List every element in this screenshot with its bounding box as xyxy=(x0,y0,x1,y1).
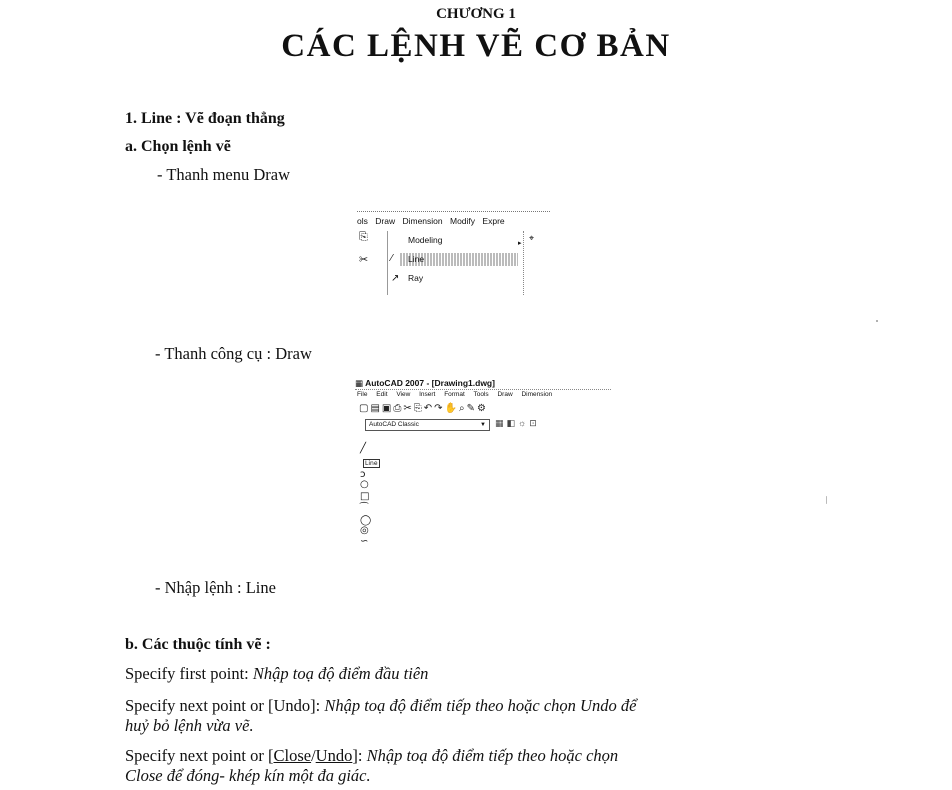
toolbar-icon: ⌖ xyxy=(529,233,535,243)
line-tooltip: Line xyxy=(365,460,378,467)
cut-icon: ✂ xyxy=(359,254,369,266)
menu-tools[interactable]: ols xyxy=(357,216,368,226)
spec-line-1 xyxy=(125,664,428,684)
layer-state-icon[interactable]: ◧ xyxy=(506,418,519,428)
section-b-heading: b. Các thuộc tính vẽ : xyxy=(125,636,271,653)
spec-line-3-prefix: Specify next point or xyxy=(125,746,268,765)
open-icon[interactable]: ▤ xyxy=(370,403,382,414)
menu-edit[interactable]: Edit xyxy=(376,391,388,398)
item-menu-draw: - Thanh menu Draw xyxy=(157,165,291,184)
menu-dimension[interactable]: Dimension xyxy=(402,216,443,226)
cut-icon[interactable]: ✂ xyxy=(403,403,414,414)
spec-line-2 xyxy=(125,696,636,716)
menu-item-line-label: Line xyxy=(408,254,425,264)
section-a-heading: a. Chọn lệnh vẽ xyxy=(125,138,231,155)
spec-line-3-desc-b: Close để đóng- khép kín một đa giác. xyxy=(125,766,371,785)
line-icon[interactable]: ╱ xyxy=(360,443,367,454)
arc-icon[interactable]: ⁀ xyxy=(360,503,369,514)
ray-icon: ↗ xyxy=(391,273,400,284)
workspace-toolbar xyxy=(495,418,540,429)
autocad-window-screenshot xyxy=(355,378,611,440)
menu-item-ray[interactable] xyxy=(408,273,423,283)
menu-modify[interactable]: Modify xyxy=(450,216,476,226)
polyline-icon[interactable]: ↄ xyxy=(360,469,366,480)
layer-icon[interactable]: ▦ xyxy=(495,418,507,428)
polygon-icon[interactable]: ○ xyxy=(360,479,369,490)
workspace-select-value: AutoCAD Classic xyxy=(369,421,419,428)
spec-line-3-desc-a: Nhập toạ độ điểm tiếp theo hoặc chọn xyxy=(366,746,619,765)
menu-dimension-2[interactable]: Dimension xyxy=(521,391,553,398)
chapter-label: CHƯƠNG 1 xyxy=(436,6,516,22)
spec-line-3-close: Close xyxy=(273,746,312,765)
item-toolbar-draw: - Thanh công cụ : Draw xyxy=(155,344,312,363)
menu-draw[interactable]: Draw xyxy=(375,216,396,226)
spec-line-3-bracket-close: ]: xyxy=(352,746,367,765)
new-icon[interactable]: ▢ xyxy=(359,403,371,414)
circle-icon[interactable]: ◯ xyxy=(360,515,372,526)
item-command-line: - Nhập lệnh : Line xyxy=(155,578,276,597)
autocad-logo-icon: ▦ xyxy=(355,378,366,388)
spec-line-3-bracket-open: [ xyxy=(267,746,274,765)
spec-line-3-slash: / xyxy=(311,746,316,765)
spec-line-1-prefix: Specify first point: xyxy=(125,664,253,683)
sun-icon[interactable]: ☼ xyxy=(518,418,530,428)
rectangle-icon[interactable]: □ xyxy=(360,491,370,502)
spec-line-3 xyxy=(125,746,618,766)
save-icon[interactable]: ▣ xyxy=(381,403,394,414)
spline-icon[interactable]: ∽ xyxy=(360,536,369,547)
page-title: CÁC LỆNH VẼ CƠ BẢN xyxy=(281,28,671,64)
menu-item-modeling[interactable]: Modeling ▸ xyxy=(408,235,522,247)
menu-divider xyxy=(357,211,550,212)
menu-item-ray-label: Ray xyxy=(408,273,424,283)
properties-icon[interactable]: ⚙ xyxy=(476,403,488,414)
scan-speck xyxy=(826,496,827,504)
zoom-icon[interactable]: ⌕ xyxy=(458,403,467,414)
draw-toolbar-vertical xyxy=(355,440,385,552)
menu-draw-2[interactable]: Draw xyxy=(497,391,513,398)
window-title xyxy=(355,378,611,390)
menu-express[interactable]: Expre xyxy=(482,216,505,226)
spec-line-2-desc-a: Nhập toạ độ điểm tiếp theo hoặc chọn Undo để xyxy=(324,696,637,715)
standard-toolbar xyxy=(359,403,488,414)
window-title-text: AutoCAD 2007 - [Drawing1.dwg] xyxy=(365,378,495,388)
line-icon: ⁄ xyxy=(391,253,393,264)
revcloud-icon[interactable]: ◎ xyxy=(360,525,369,536)
redo-icon[interactable]: ↷ xyxy=(434,403,445,414)
scan-speck xyxy=(876,320,878,322)
menu-format[interactable]: Format xyxy=(444,391,465,398)
section-1-heading: 1. Line : Vẽ đoạn thẳng xyxy=(125,110,285,127)
match-icon[interactable]: ✎ xyxy=(466,403,477,414)
spec-line-3-undo: Undo xyxy=(315,746,353,765)
chevron-down-icon: ▼ xyxy=(480,422,486,428)
menu-tools-2[interactable]: Tools xyxy=(473,391,489,398)
copy-icon: ⎘ xyxy=(359,231,368,243)
pan-icon[interactable]: ✋ xyxy=(444,403,459,414)
menu-insert[interactable]: Insert xyxy=(419,391,436,398)
autocad-menubar xyxy=(357,391,559,398)
spec-line-1-desc: Nhập toạ độ điểm đầu tiên xyxy=(252,664,429,683)
draw-dropdown xyxy=(387,231,524,295)
workspace-select[interactable] xyxy=(365,419,490,431)
menu-file[interactable]: File xyxy=(357,391,368,398)
menu-view[interactable]: View xyxy=(396,391,411,398)
lock-icon[interactable]: ⊡ xyxy=(529,418,540,428)
undo-icon[interactable]: ↶ xyxy=(423,403,435,414)
menu-item-line[interactable] xyxy=(400,253,518,266)
copy-icon[interactable]: ⎘ xyxy=(413,403,424,414)
spec-line-2-desc-b: huỷ bỏ lệnh vừa vẽ. xyxy=(125,716,254,735)
print-icon[interactable]: ⎙ xyxy=(393,403,404,414)
menu-item-modeling-label: Modeling xyxy=(408,235,443,245)
spec-line-2-prefix: Specify next point or [Undo]: xyxy=(125,696,325,715)
draw-menu-screenshot xyxy=(357,211,550,295)
menubar xyxy=(357,216,510,226)
